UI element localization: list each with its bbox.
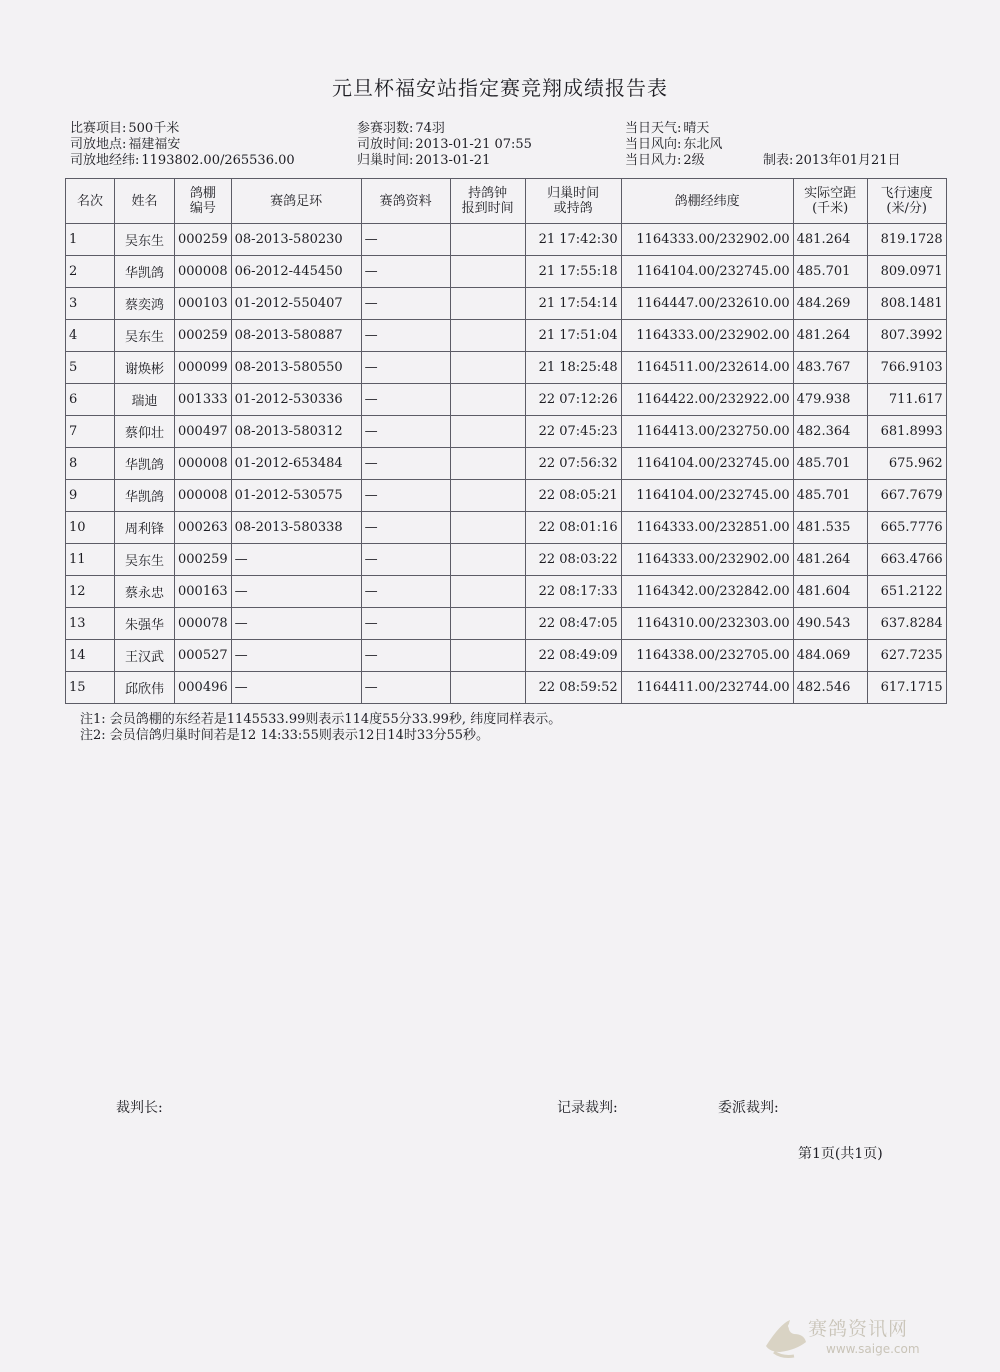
coords-cell: 1164104.00/232745.00: [621, 256, 793, 288]
column-header: [525, 179, 621, 224]
meta-birds-value: 74羽: [415, 121, 445, 136]
name-cell: 瑞迪: [115, 384, 175, 416]
ring-cell: 01-2012-530575: [231, 480, 361, 512]
ring-cell: 08-2013-580230: [231, 224, 361, 256]
loft-id-cell: 001333: [175, 384, 232, 416]
speed-cell: 665.7776: [867, 512, 946, 544]
meta-birds: [357, 121, 445, 136]
distance-cell: 485.701: [793, 448, 867, 480]
loft-id-cell: 000263: [175, 512, 232, 544]
return-time-cell: 21 17:42:30: [525, 224, 621, 256]
clock-time-cell: [450, 480, 525, 512]
return-time-cell: 22 08:17:33: [525, 576, 621, 608]
report-title: 元旦杯福安站指定赛竞翔成绩报告表: [332, 76, 668, 100]
table-row: [66, 544, 947, 576]
meta-wind-dir-label: 当日风向:: [625, 137, 682, 152]
column-header-line1: 鸽棚经纬度: [674, 193, 740, 209]
loft-id-cell: 000259: [175, 320, 232, 352]
speed-cell: 766.9103: [867, 352, 946, 384]
column-header: [450, 179, 525, 224]
name-cell: 华凯鸽: [115, 448, 175, 480]
table-row: [66, 352, 947, 384]
column-header-line1: 鸽棚: [189, 186, 216, 201]
coords-cell: 1164511.00/232614.00: [621, 352, 793, 384]
distance-cell: 479.938: [793, 384, 867, 416]
clock-time-cell: [450, 224, 525, 256]
loft-id-cell: 000163: [175, 576, 232, 608]
note-1: 注1: 会员鸽棚的东经若是1145533.99则表示114度55分33.99秒, 纬度同样表示。: [80, 712, 562, 727]
speed-cell: 637.8284: [867, 608, 946, 640]
info-cell: —: [361, 288, 450, 320]
rank-cell: 13: [66, 608, 115, 640]
speed-cell: 711.617: [867, 384, 946, 416]
return-time-cell: 22 08:47:05: [525, 608, 621, 640]
distance-cell: 484.069: [793, 640, 867, 672]
clock-time-cell: [450, 416, 525, 448]
clock-time-cell: [450, 608, 525, 640]
table-row: [66, 288, 947, 320]
speed-cell: 667.7679: [867, 480, 946, 512]
table-row: [66, 448, 947, 480]
column-header-line1: 归巢时间: [547, 186, 600, 201]
coords-cell: 1164333.00/232902.00: [621, 224, 793, 256]
clock-time-cell: [450, 384, 525, 416]
name-cell: 吴东生: [115, 544, 175, 576]
return-time-cell: 22 07:45:23: [525, 416, 621, 448]
return-time-cell: 21 17:54:14: [525, 288, 621, 320]
column-header: [231, 179, 361, 224]
meta-wind-dir-value: 东北风: [683, 137, 723, 152]
info-cell: —: [361, 512, 450, 544]
coords-cell: 1164310.00/232303.00: [621, 608, 793, 640]
return-time-cell: 22 08:49:09: [525, 640, 621, 672]
column-header-line1: 赛鸽资料: [379, 193, 432, 209]
speed-cell: 663.4766: [867, 544, 946, 576]
info-cell: —: [361, 544, 450, 576]
info-cell: —: [361, 256, 450, 288]
speed-cell: 617.1715: [867, 672, 946, 704]
info-cell: —: [361, 320, 450, 352]
ring-cell: —: [231, 544, 361, 576]
speed-cell: 819.1728: [867, 224, 946, 256]
column-header: [793, 179, 867, 224]
name-cell: 周利锋: [115, 512, 175, 544]
rank-cell: 9: [66, 480, 115, 512]
coords-cell: 1164413.00/232750.00: [621, 416, 793, 448]
clock-time-cell: [450, 640, 525, 672]
loft-id-cell: 000259: [175, 544, 232, 576]
meta-birds-label: 参赛羽数:: [357, 121, 414, 136]
rank-cell: 15: [66, 672, 115, 704]
meta-return-time: [357, 153, 490, 168]
meta-release-time-value: 2013-01-21 07:55: [415, 137, 532, 152]
rank-cell: 12: [66, 576, 115, 608]
rank-cell: 1: [66, 224, 115, 256]
name-cell: 蔡仰壮: [115, 416, 175, 448]
table-row: [66, 320, 947, 352]
meta-release-place: [70, 137, 180, 152]
column-header: [66, 179, 115, 224]
column-header-line1: 赛鸽足环: [270, 193, 323, 209]
ring-cell: 08-2013-580887: [231, 320, 361, 352]
return-time-cell: 22 08:03:22: [525, 544, 621, 576]
rank-cell: 14: [66, 640, 115, 672]
clock-time-cell: [450, 320, 525, 352]
column-header-line2: 或持鸽: [553, 201, 593, 216]
return-time-cell: 22 07:12:26: [525, 384, 621, 416]
distance-cell: 490.543: [793, 608, 867, 640]
meta-wind-dir: [625, 137, 722, 152]
meta-release-coords: [70, 153, 295, 168]
rank-cell: 5: [66, 352, 115, 384]
column-header: [175, 179, 232, 224]
info-cell: —: [361, 608, 450, 640]
speed-cell: 627.7235: [867, 640, 946, 672]
ring-cell: 06-2012-445450: [231, 256, 361, 288]
rank-cell: 4: [66, 320, 115, 352]
column-header-line1: 姓名: [131, 193, 158, 209]
distance-cell: 481.264: [793, 224, 867, 256]
ring-cell: 01-2012-550407: [231, 288, 361, 320]
note-2: 注2: 会员信鸽归巢时间若是12 14:33:55则表示12日14时33分55秒。: [80, 728, 490, 743]
table-row: [66, 672, 947, 704]
clock-time-cell: [450, 288, 525, 320]
name-cell: 朱强华: [115, 608, 175, 640]
clock-time-cell: [450, 512, 525, 544]
coords-cell: 1164411.00/232744.00: [621, 672, 793, 704]
meta-wind-force: [625, 153, 705, 168]
ring-cell: 08-2013-580312: [231, 416, 361, 448]
loft-id-cell: 000008: [175, 256, 232, 288]
speed-cell: 807.3992: [867, 320, 946, 352]
meta-made-value: 2013年01月21日: [795, 153, 901, 168]
meta-event-label: 比赛项目:: [70, 121, 127, 136]
speed-cell: 651.2122: [867, 576, 946, 608]
name-cell: 吴东生: [115, 320, 175, 352]
loft-id-cell: 000008: [175, 480, 232, 512]
loft-id-cell: 000527: [175, 640, 232, 672]
speed-cell: 809.0971: [867, 256, 946, 288]
meta-return-time-value: 2013-01-21: [415, 153, 491, 168]
coords-cell: 1164333.00/232902.00: [621, 544, 793, 576]
meta-return-time-label: 归巢时间:: [357, 153, 414, 168]
notes: [80, 712, 561, 744]
info-cell: —: [361, 640, 450, 672]
distance-cell: 485.701: [793, 256, 867, 288]
meta-release-place-value: 福建福安: [128, 137, 181, 152]
distance-cell: 483.767: [793, 352, 867, 384]
table-body: [66, 224, 947, 704]
pigeon-logo-icon: [760, 1312, 810, 1362]
info-cell: —: [361, 384, 450, 416]
column-header-line1: 持鸽钟: [468, 186, 508, 201]
ring-cell: 08-2013-580550: [231, 352, 361, 384]
distance-cell: 484.269: [793, 288, 867, 320]
distance-cell: 482.546: [793, 672, 867, 704]
loft-id-cell: 000103: [175, 288, 232, 320]
table-row: [66, 224, 947, 256]
meta-release-place-label: 司放地点:: [70, 137, 127, 152]
name-cell: 王汉武: [115, 640, 175, 672]
table-row: [66, 512, 947, 544]
meta-wind-force-label: 当日风力:: [625, 153, 682, 168]
rank-cell: 2: [66, 256, 115, 288]
coords-cell: 1164104.00/232745.00: [621, 448, 793, 480]
rank-cell: 3: [66, 288, 115, 320]
name-cell: 蔡奕鸿: [115, 288, 175, 320]
clock-time-cell: [450, 256, 525, 288]
name-cell: 吴东生: [115, 224, 175, 256]
meta-release-time-label: 司放时间:: [357, 137, 414, 152]
return-time-cell: 22 08:59:52: [525, 672, 621, 704]
clock-time-cell: [450, 672, 525, 704]
speed-cell: 808.1481: [867, 288, 946, 320]
ring-cell: 01-2012-530336: [231, 384, 361, 416]
return-time-cell: 22 08:01:16: [525, 512, 621, 544]
recorder-referee-label: 记录裁判:: [557, 1100, 618, 1116]
loft-id-cell: 000099: [175, 352, 232, 384]
distance-cell: 485.701: [793, 480, 867, 512]
column-header-line2: 编号: [189, 201, 216, 216]
distance-cell: 481.535: [793, 512, 867, 544]
clock-time-cell: [450, 576, 525, 608]
table-row: [66, 256, 947, 288]
rank-cell: 7: [66, 416, 115, 448]
table-row: [66, 416, 947, 448]
return-time-cell: 21 18:25:48: [525, 352, 621, 384]
info-cell: —: [361, 576, 450, 608]
name-cell: 华凯鸽: [115, 256, 175, 288]
name-cell: 邱欣伟: [115, 672, 175, 704]
return-time-cell: 22 08:05:21: [525, 480, 621, 512]
meta-release-coords-value: 1193802.00/265536.00: [141, 153, 295, 168]
ring-cell: —: [231, 672, 361, 704]
ring-cell: —: [231, 640, 361, 672]
info-cell: —: [361, 416, 450, 448]
meta-made-label: 制表:: [763, 153, 794, 168]
column-header: [361, 179, 450, 224]
loft-id-cell: 000008: [175, 448, 232, 480]
info-cell: —: [361, 448, 450, 480]
loft-id-cell: 000259: [175, 224, 232, 256]
speed-cell: 681.8993: [867, 416, 946, 448]
ring-cell: —: [231, 576, 361, 608]
watermark-text: 赛鸽资讯网: [808, 1318, 909, 1340]
column-header-line2: (千米): [812, 201, 849, 216]
table-row: [66, 384, 947, 416]
meta-wind-force-value: 2级: [683, 153, 705, 168]
meta-weather-value: 晴天: [683, 121, 710, 136]
column-header-line1: 名次: [76, 193, 103, 209]
clock-time-cell: [450, 352, 525, 384]
return-time-cell: 21 17:55:18: [525, 256, 621, 288]
name-cell: 华凯鸽: [115, 480, 175, 512]
ring-cell: 01-2012-653484: [231, 448, 361, 480]
column-header: [867, 179, 946, 224]
return-time-cell: 21 17:51:04: [525, 320, 621, 352]
coords-cell: 1164447.00/232610.00: [621, 288, 793, 320]
distance-cell: 481.604: [793, 576, 867, 608]
ring-cell: —: [231, 608, 361, 640]
table-header: [66, 179, 947, 224]
loft-id-cell: 000078: [175, 608, 232, 640]
coords-cell: 1164333.00/232902.00: [621, 320, 793, 352]
info-cell: —: [361, 224, 450, 256]
name-cell: 蔡永忠: [115, 576, 175, 608]
clock-time-cell: [450, 448, 525, 480]
column-header-line1: 飞行速度: [880, 186, 933, 201]
column-header-line1: 实际空距: [804, 186, 857, 201]
table-row: [66, 640, 947, 672]
meta-weather-label: 当日天气:: [625, 121, 682, 136]
rank-cell: 11: [66, 544, 115, 576]
page-number: 第1页(共1页): [798, 1146, 883, 1162]
distance-cell: 482.364: [793, 416, 867, 448]
name-cell: 谢焕彬: [115, 352, 175, 384]
watermark-url: www.saige.com: [826, 1342, 920, 1356]
meta-event: [70, 121, 179, 136]
meta-release-coords-label: 司放地经纬:: [70, 153, 140, 168]
loft-id-cell: 000496: [175, 672, 232, 704]
column-header-line2: (米/分): [886, 201, 927, 216]
column-header: [621, 179, 793, 224]
coords-cell: 1164422.00/232922.00: [621, 384, 793, 416]
loft-id-cell: 000497: [175, 416, 232, 448]
speed-cell: 675.962: [867, 448, 946, 480]
rank-cell: 8: [66, 448, 115, 480]
coords-cell: 1164104.00/232745.00: [621, 480, 793, 512]
rank-cell: 10: [66, 512, 115, 544]
table-row: [66, 480, 947, 512]
meta-release-time: [357, 137, 532, 152]
meta-weather: [625, 121, 709, 136]
watermark: [760, 1312, 960, 1362]
meta-event-value: 500千米: [128, 121, 180, 136]
rank-cell: 6: [66, 384, 115, 416]
table-row: [66, 608, 947, 640]
coords-cell: 1164338.00/232705.00: [621, 640, 793, 672]
column-header-line2: 报到时间: [461, 201, 514, 216]
info-cell: —: [361, 672, 450, 704]
distance-cell: 481.264: [793, 544, 867, 576]
info-cell: —: [361, 480, 450, 512]
table-row: [66, 576, 947, 608]
coords-cell: 1164342.00/232842.00: [621, 576, 793, 608]
clock-time-cell: [450, 544, 525, 576]
chief-referee-label: 裁判长:: [116, 1100, 163, 1116]
delegate-referee-label: 委派裁判:: [718, 1100, 779, 1116]
results-table: [65, 178, 947, 704]
coords-cell: 1164333.00/232851.00: [621, 512, 793, 544]
info-cell: —: [361, 352, 450, 384]
meta-made-date: [763, 153, 901, 168]
ring-cell: 08-2013-580338: [231, 512, 361, 544]
return-time-cell: 22 07:56:32: [525, 448, 621, 480]
column-header: [115, 179, 175, 224]
distance-cell: 481.264: [793, 320, 867, 352]
